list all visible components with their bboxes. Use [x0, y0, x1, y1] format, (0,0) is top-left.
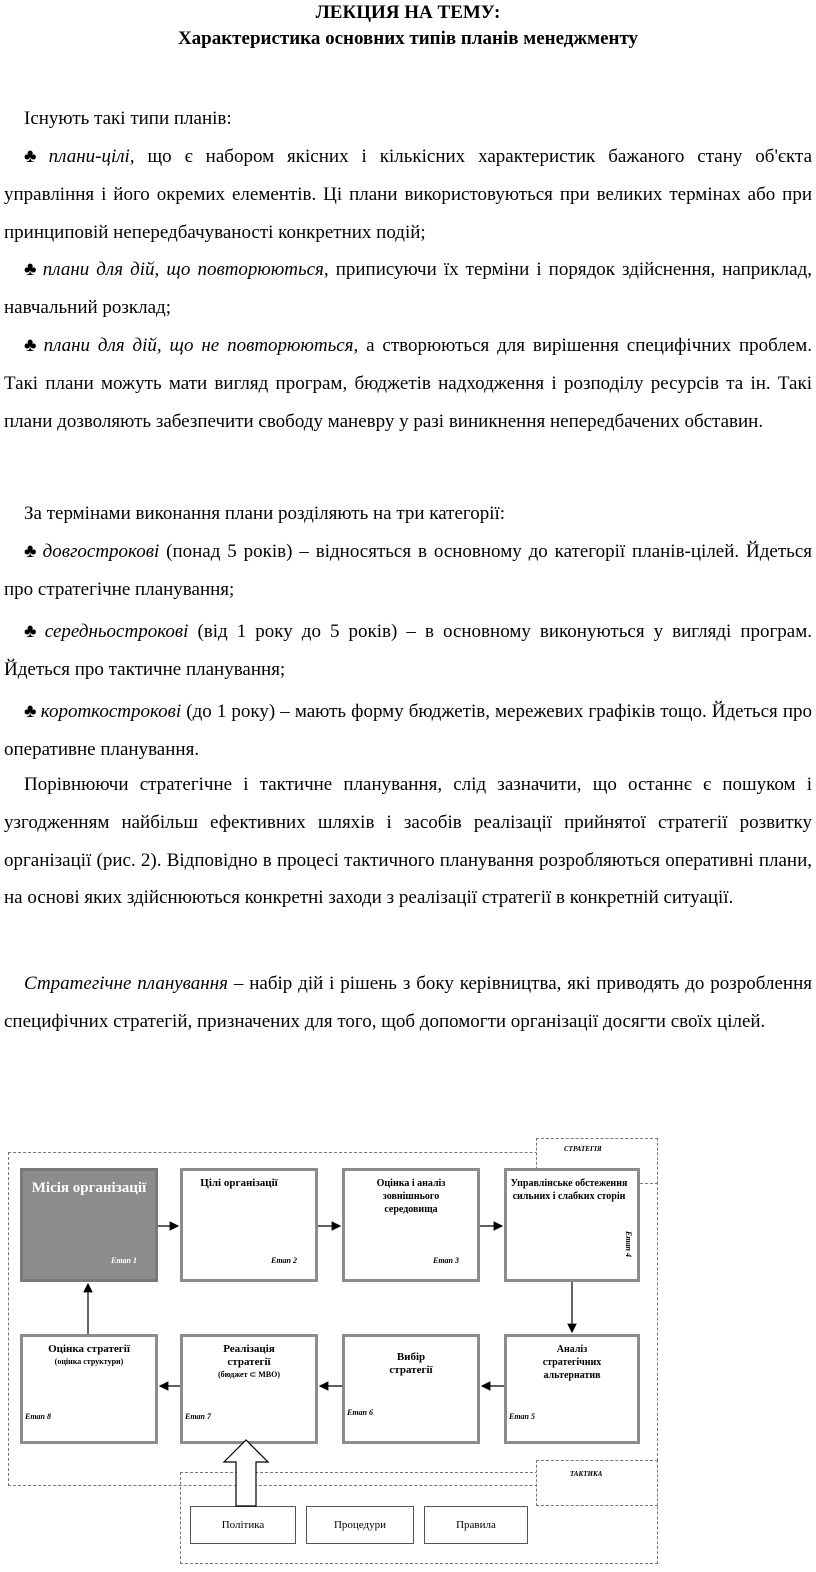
- stage-title-text: Оцінка стратегії: [48, 1343, 130, 1355]
- strategic-planning-definition: [4, 965, 812, 1041]
- bullet-text: (до 1 року) – мають форму бюджетів, мережевих графіків тощо. Йдеться про оперативне планування.: [4, 701, 812, 760]
- bullet-text: приписуючи їх терміни і порядок здійснення, наприклад, навчальний розклад;: [4, 259, 813, 318]
- club-bullet-icon: ♣: [24, 335, 40, 356]
- bullet-text: (від 1 року до 5 років) – в основному виконуються у вигляді програм. Йдеться про тактичне планування;: [4, 621, 813, 680]
- definition-term: Стратегічне планування: [24, 973, 228, 994]
- bullet-goal-plans: [4, 138, 812, 251]
- bullet-nonrepeating-plans: [4, 327, 812, 440]
- stage-label: Етап 2: [270, 1256, 297, 1265]
- strategy-label: СТРАТЕГІЯ: [564, 1145, 602, 1153]
- terms-paragraph: [4, 495, 812, 533]
- bullet-repeating-plans: [4, 251, 812, 327]
- stage-label: Етап 4: [624, 1231, 633, 1258]
- bullet-text: (понад 5 років) – відносяться в основному до категорії планів-цілей. Йдеться про стратегічне планування;: [4, 541, 812, 600]
- tactics-up-arrow: [224, 1440, 268, 1506]
- lecture-heading: ЛЕКЦИЯ НА ТЕМУ:: [315, 2, 501, 23]
- comparison-text: Порівнюючи стратегічне і тактичне планування, слід зазначити, що останнє є пошуком і узгодженням найбільш ефективних шляхів і засобів реалізації прийнятої стратегії розвитку організації (рис. 2). Відповідно в процесі тактичного планування розробляються оперативні плани, на основі яких здійснюються конкретні заходи з реалізації стратегії в конкретній ситуації.: [4, 774, 812, 909]
- stage-label: Етап 8: [25, 1412, 52, 1421]
- stage-title: Аналіз стратегічних альтернатив: [542, 1344, 602, 1381]
- club-bullet-icon: ♣: [24, 541, 39, 562]
- tactics-item-policy: Політика: [190, 1506, 296, 1544]
- terms-text: За термінами виконання плани розділяють на три категорії:: [24, 503, 506, 524]
- bullet-long-term: [4, 533, 812, 609]
- club-bullet-icon: ♣: [24, 621, 41, 642]
- stage-label: Етап 6: [347, 1408, 374, 1417]
- stage-label: Етап 7: [185, 1412, 212, 1421]
- stage-subtitle: (бюджет ⊂ МВО): [217, 1370, 281, 1379]
- diagram-arrows: [0, 1130, 816, 1572]
- club-bullet-icon: ♣: [24, 259, 39, 280]
- bullet-term: короткострокові: [40, 701, 182, 722]
- club-bullet-icon: ♣: [24, 701, 37, 722]
- club-bullet-icon: ♣: [24, 146, 45, 167]
- bullet-term: плани для дій, що повторюються,: [42, 259, 329, 280]
- bullet-mid-term: [4, 613, 812, 689]
- bullet-text: що є набором якісних і кількісних характеристик бажаного стану об'єкта управління і його окремих елементів. Ці плани використовуються при великих термінах або при принциповій непередбачуваності конкретних подій;: [4, 146, 813, 243]
- definition-text: – набір дій і рішень з боку керівництва, які приводять до розроблення специфічних стратегій, призначених для того, щоб допомогти організації досягти своїх цілей.: [4, 973, 812, 1032]
- stage-title: Місія організації: [31, 1180, 147, 1196]
- stage-label: Етап 1: [110, 1256, 137, 1265]
- lecture-title: Характеристика основних типів планів менеджменту: [177, 28, 639, 49]
- stage-label: Етап 5: [509, 1412, 536, 1421]
- comparison-paragraph: [4, 766, 812, 917]
- intro-paragraph: [4, 100, 812, 138]
- tactics-label: ТАКТИКА: [570, 1470, 603, 1478]
- stage-title: Вибір стратегії: [389, 1351, 433, 1376]
- bullet-term: плани-цілі,: [48, 146, 135, 167]
- stage-subtitle: (оцінка структури): [54, 1357, 124, 1366]
- tactics-item-procedures: Процедури: [306, 1506, 414, 1544]
- stage-title-text: Реалізація стратегії: [223, 1343, 275, 1368]
- bullet-term: довгострокові: [42, 541, 160, 562]
- stage-label: Етап 3: [432, 1256, 459, 1265]
- bullet-text: а створюються для вирішення специфічних проблем. Такі плани можуть мати вигляд програм, бюджетів надходження і розподілу ресурсів та ін. Такі плани дозволяють забезпечити свободу маневру у разі виникнення непередбачених обставин.: [4, 335, 813, 432]
- stage-title: Оцінка і аналіз зовнішнього середовища: [376, 1178, 446, 1215]
- intro-text: Існують такі типи планів:: [24, 108, 232, 129]
- bullet-term: плани для дій, що не повторюються,: [43, 335, 359, 356]
- bullet-term: середньострокові: [44, 621, 189, 642]
- stage-title: Цілі організації: [200, 1177, 278, 1189]
- bullet-short-term: [4, 693, 812, 769]
- tactics-item-rules: Правила: [424, 1506, 528, 1544]
- stage-title: Управлінське обстеження сильних і слабких сторін: [510, 1178, 628, 1202]
- strategy-process-diagram: [0, 1130, 816, 1572]
